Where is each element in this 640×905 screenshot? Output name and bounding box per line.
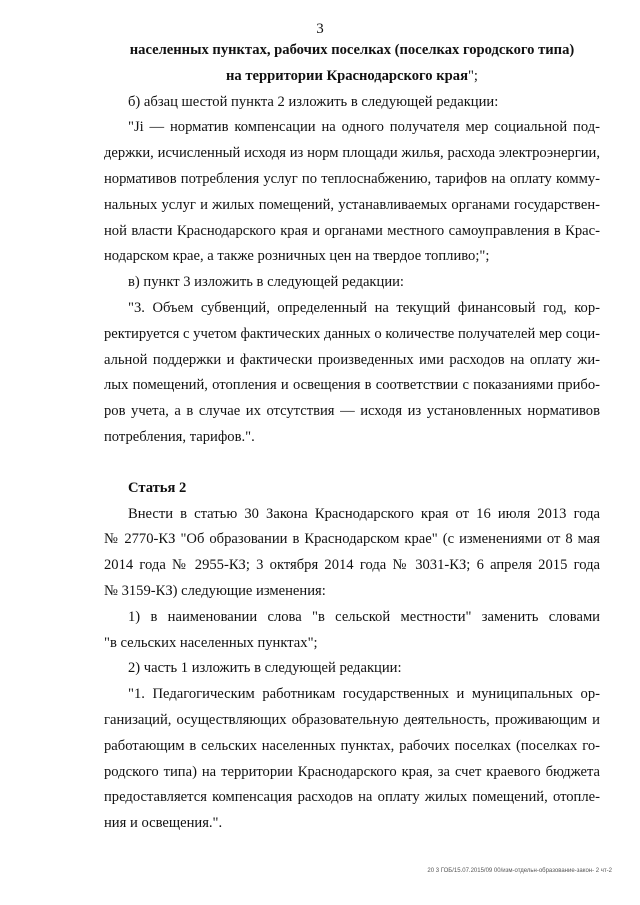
item-b-line-1: "Ji — норматив компенсации на одного получателя мер социальной под- bbox=[128, 119, 600, 136]
article-2-intro-line-4: № 3159-КЗ) следующие изменения: bbox=[104, 582, 326, 599]
article-2-item-2-line-5: предоставляется компенсация расходов на оплату жилых помещений, отопле- bbox=[104, 789, 600, 806]
article-2-item-2-line-2: ганизаций, осуществляющих образовательную деятельность, проживающим и bbox=[104, 711, 600, 728]
header-line-1: населенных пунктах, рабочих поселках (поселках городского типа) bbox=[129, 42, 575, 58]
header-line-2 bbox=[104, 64, 600, 90]
item-v-line-6: потребления, тарифов.". bbox=[104, 428, 255, 445]
article-2-item-2-line-1: "1. Педагогическим работникам государственных и муниципальных ор- bbox=[128, 686, 600, 703]
article-2-item-2-intro: 2) часть 1 изложить в следующей редакции: bbox=[128, 660, 402, 677]
article-2-intro-line-2: № 2770-КЗ "Об образовании в Краснодарском крае" (с изменениями от 8 мая bbox=[104, 531, 600, 548]
item-v-line-5: ров учета, а в случае их отсутствия — исходя из установленных нормативов bbox=[104, 403, 600, 420]
header-line-2-tail: "; bbox=[467, 67, 478, 84]
article-2-intro-line-3: 2014 года № 2955-КЗ; 3 октября 2014 года № 3031-КЗ; 6 апреля 2015 года bbox=[104, 557, 600, 574]
item-b-intro: б) абзац шестой пункта 2 изложить в следующей редакции: bbox=[128, 93, 499, 110]
article-2-intro-line-1: Внести в статью 30 Закона Краснодарского края от 16 июля 2013 года bbox=[128, 505, 600, 522]
item-v-intro: в) пункт 3 изложить в следующей редакции: bbox=[128, 274, 404, 291]
item-v-line-2: ректируется с учетом фактических данных о количестве получателей мер соци- bbox=[104, 325, 600, 342]
article-2-item-2-line-6: ния и освещения.". bbox=[104, 815, 223, 832]
article-2-item-2-line-3: работающим в сельских населенных пунктах, рабочих поселках (поселках го- bbox=[104, 737, 600, 754]
item-b-line-2: держки, исчисленный исходя из норм площади жилья, расхода электроэнергии, bbox=[104, 145, 600, 162]
article-2-item-1-line-1: 1) в наименовании слова "в сельской местности" заменить словами bbox=[128, 608, 600, 625]
document-body bbox=[104, 38, 600, 837]
header-line-2-text: на территории Краснодарского края bbox=[226, 67, 468, 84]
item-v-line-1: "3. Объем субвенций, определенный на текущий финансовый год, кор- bbox=[128, 299, 600, 316]
item-b-line-6: нодарском крае, а также розничных цен на твердое топливо;"; bbox=[104, 248, 490, 265]
item-v-line-4: лых помещений, отопления и освещения в соответствии с показаниями прибо- bbox=[104, 377, 600, 394]
article-2-item-2-line-4: родского типа) на территории Краснодарского края, за счет краевого бюджета bbox=[104, 763, 600, 780]
page-number: 3 bbox=[316, 21, 324, 37]
item-b-line-5: ной власти Краснодарского края и органами местного самоуправления в Крас- bbox=[104, 222, 600, 239]
footer-file-path: 20 3 ГОБ/15.07.2015/09 00/изм-отдельн-образование-закон- 2 чт-2 bbox=[427, 868, 612, 874]
item-b-line-3: нормативов потребления услуг по теплоснабжению, тарифов на оплату комму- bbox=[104, 170, 600, 187]
article-2-item-1-line-2: "в сельских населенных пунктах"; bbox=[104, 634, 318, 651]
article-2-heading: Статья 2 bbox=[128, 479, 187, 496]
section-gap bbox=[104, 451, 600, 476]
item-b-line-4: нальных услуг и жилых помещений, устанавливаемых органами государствен- bbox=[104, 196, 600, 213]
item-v-line-3: альной поддержки и фактически произведенных ими расходов на оплату жи- bbox=[104, 351, 600, 368]
